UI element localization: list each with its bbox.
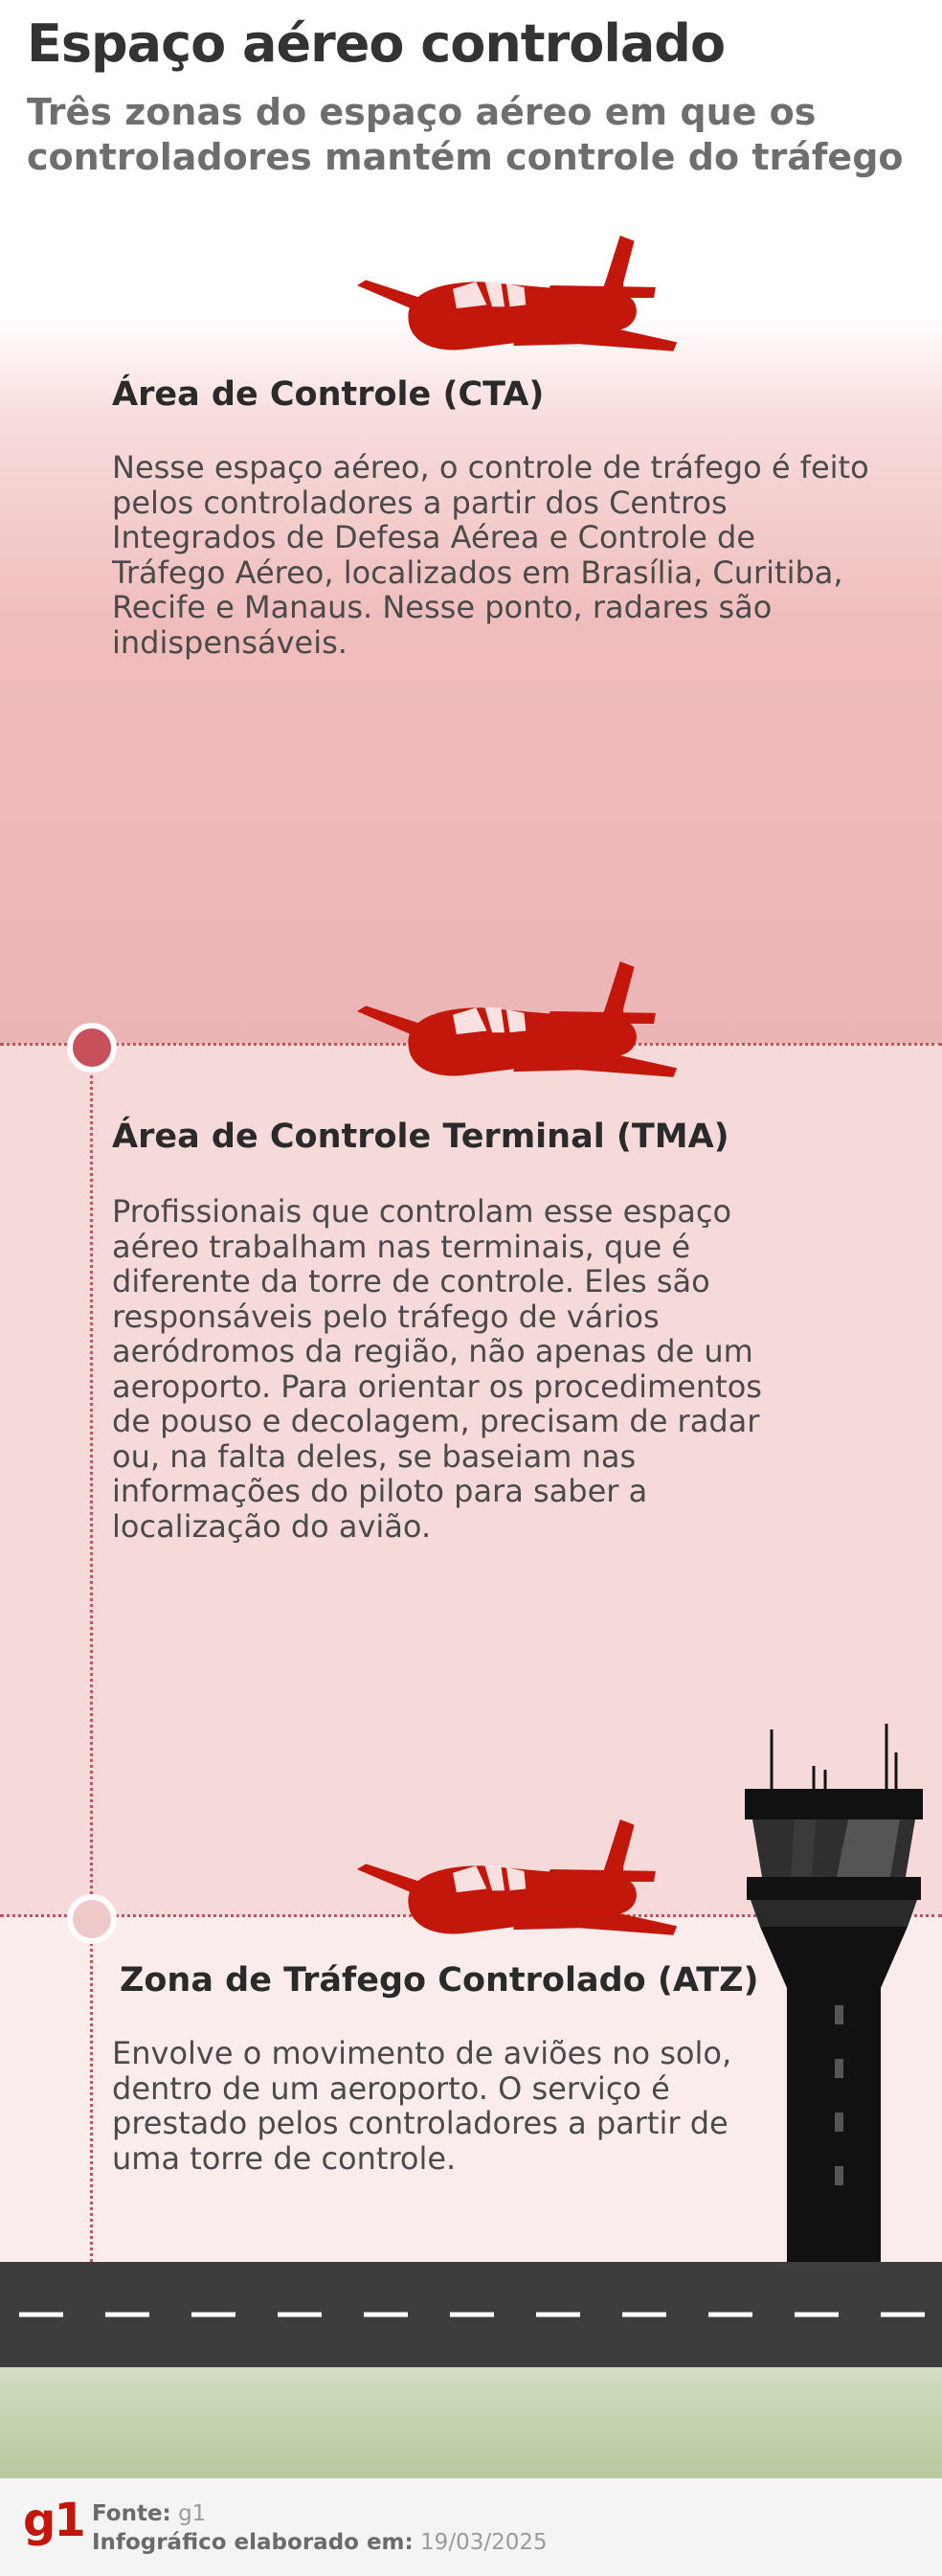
control-tower-icon bbox=[737, 1724, 929, 2262]
footer-date-value: 19/03/2025 bbox=[420, 2530, 548, 2555]
tma-marker bbox=[67, 1023, 117, 1073]
zone-cta-band bbox=[0, 316, 942, 1044]
footer bbox=[0, 2478, 942, 2576]
airplane-icon bbox=[345, 236, 689, 360]
zone-atz-heading: Zona de Tráfego Controlado (ATZ) bbox=[120, 1961, 759, 2000]
runway-centerline bbox=[0, 2311, 942, 2318]
footer-source-value: g1 bbox=[178, 2501, 207, 2526]
zone-cta-heading: Área de Controle (CTA) bbox=[112, 375, 545, 414]
footer-date-label: Infográfico elaborado em: bbox=[92, 2530, 414, 2555]
footer-date bbox=[92, 2530, 548, 2555]
zone-tma-heading: Área de Controle Terminal (TMA) bbox=[112, 1118, 729, 1156]
zone-atz-text: Envolve o movimento de aviões no solo, dentro de um aeroporto. O serviço é prestado pelos controladores a partir de uma torre de controle. bbox=[112, 2035, 732, 2177]
vertical-guide-line bbox=[90, 1046, 93, 2262]
zone-tma-text: Profissionais que controlam esse espaço aéreo trabalham nas terminais, que é diferente da torre de controle. Eles são responsáveis pelo tráfego de vários aeródromos da região, não apenas de um aeroporto. Para orientar os procedimentos de pouso e decolagem, precisam de radar ou, na falta deles, se baseiam nas informações do piloto para saber a localização do avião. bbox=[112, 1193, 762, 1545]
zone-cta-text: Nesse espaço aéreo, o controle de tráfego é feito pelos controladores a partir dos Centros Integrados de Defesa Aérea e Controle de Tráfego Aéreo, localizados em Brasília, Curitiba, Recife e Manaus. Nesse ponto, radares são indispensáveis. bbox=[112, 449, 869, 661]
page-subtitle: Três zonas do espaço aéreo em que os controladores mantém controle do tráfego bbox=[27, 91, 904, 178]
airplane-icon bbox=[345, 961, 689, 1086]
atz-marker bbox=[67, 1894, 117, 1944]
footer-source bbox=[92, 2501, 206, 2526]
g1-logo: g1 bbox=[23, 2494, 84, 2547]
footer-source-label: Fonte: bbox=[92, 2501, 171, 2526]
grass-strip bbox=[0, 2367, 942, 2478]
airplane-icon bbox=[345, 1819, 689, 1944]
page-title: Espaço aéreo controlado bbox=[27, 13, 726, 74]
